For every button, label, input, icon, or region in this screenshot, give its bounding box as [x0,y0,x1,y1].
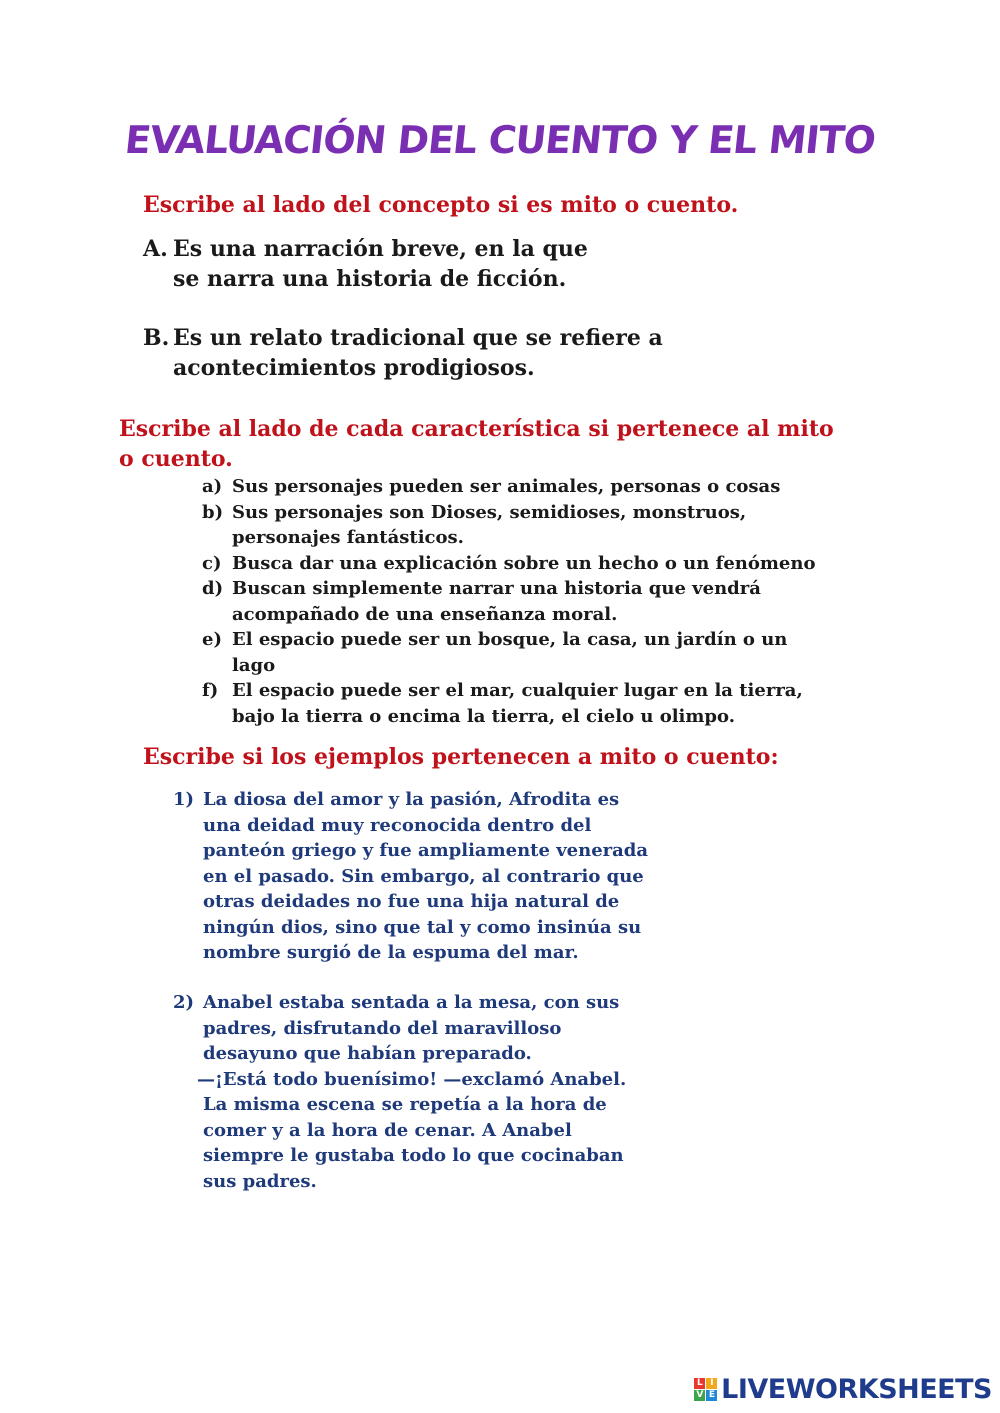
characteristic-d [202,576,872,627]
example-1-line-3: panteón griego y fue ampliamente venerada [203,840,649,861]
liveworksheets-logo-icon [694,1378,717,1401]
characteristic-c [202,551,872,577]
example-2-line-4: —¡Está todo buenísimo! —exclamó Anabel. [197,1068,627,1090]
concept-b-line-2: acontecimientos prodigiosos. [173,355,535,381]
section2-heading-line-2: o cuento. [119,446,233,472]
concept-b-label: B. [143,325,170,351]
concept-a-line-1: Es una narración breve, en la que [173,236,588,262]
example-1-line-5: otras deidades no fue una hija natural de [203,891,620,912]
characteristic-f-label: f) [202,680,219,701]
section2-heading [119,414,834,474]
characteristic-b-line-1: Sus personajes son Dioses, semidioses, monstruos, [232,501,747,523]
example-1-line-2: una deidad muy reconocida dentro del [203,814,592,836]
characteristic-e [202,627,872,678]
characteristic-a-label: a) [202,476,223,497]
logo-icon-e: E [706,1390,717,1401]
logo-icon-v: V [694,1390,705,1401]
example-2-line-8: sus padres. [203,1170,317,1192]
characteristic-f [202,678,872,729]
characteristic-e-line-2: lago [232,654,276,676]
liveworksheets-logo-text: LIVEWORKSHEETS [721,1373,992,1405]
example-2-line-5: La misma escena se repetía a la hora de [203,1094,607,1115]
logo-icon-i: I [706,1378,717,1389]
example-2-label: 2) [173,992,195,1013]
example-2-line-1: Anabel estaba sentada a la mesa, con sus [203,992,620,1013]
characteristic-b-label: b) [202,501,224,523]
characteristic-f-line-1: El espacio puede ser el mar, cualquier lugar en la tierra, [232,680,803,701]
example-2 [173,990,627,1194]
liveworksheets-logo[interactable] [694,1371,992,1407]
characteristic-b [202,500,872,551]
example-1-line-6: ningún dios, sino que tal y como insinúa su [203,916,642,938]
characteristic-f-line-2: bajo la tierra o encima la tierra, el cielo u olimpo. [232,705,735,727]
characteristic-b-line-2: personajes fantásticos. [232,527,464,548]
example-1-line-4: en el pasado. Sin embargo, al contrario que [203,865,644,887]
example-2-line-7: siempre le gustaba todo lo que cocinaban [203,1145,624,1166]
characteristics-list [202,474,872,729]
example-1 [173,787,649,966]
characteristic-e-label: e) [202,629,222,650]
logo-icon-l: L [694,1378,705,1389]
concept-a [143,234,588,294]
example-1-label: 1) [173,789,195,810]
section2-heading-line-1: Escribe al lado de cada característica si pertenece al mito [119,416,834,442]
characteristic-c-line-1: Busca dar una explicación sobre un hecho o un fenómeno [232,552,816,574]
characteristic-d-label: d) [202,578,224,599]
characteristic-e-line-1: El espacio puede ser un bosque, la casa, un jardín o un [232,629,788,650]
section1-heading: Escribe al lado del concepto si es mito o cuento. [143,192,739,218]
concept-a-line-2: se narra una historia de ficción. [173,266,567,292]
example-1-line-1: La diosa del amor y la pasión, Afrodita es [203,789,620,810]
section3-heading: Escribe si los ejemplos pertenecen a mito o cuento: [143,744,779,770]
example-1-line-7: nombre surgió de la espuma del mar. [203,942,579,963]
concept-a-label: A. [143,236,168,262]
example-2-line-2: padres, disfrutando del maravilloso [203,1017,562,1039]
page-title: EVALUACIÓN DEL CUENTO Y EL MITO [122,118,878,162]
concept-b-line-1: Es un relato tradicional que se refiere a [173,325,663,351]
example-2-line-6: comer y a la hora de cenar. A Anabel [203,1119,572,1141]
characteristic-c-label: c) [202,552,222,574]
characteristic-a [202,474,872,500]
characteristic-d-line-2: acompañado de una enseñanza moral. [232,603,618,625]
concept-b [143,323,663,383]
characteristic-a-line-1: Sus personajes pueden ser animales, personas o cosas [232,476,781,497]
characteristic-d-line-1: Buscan simplemente narrar una historia que vendrá [232,578,761,599]
example-2-line-3: desayuno que habían preparado. [203,1043,532,1064]
